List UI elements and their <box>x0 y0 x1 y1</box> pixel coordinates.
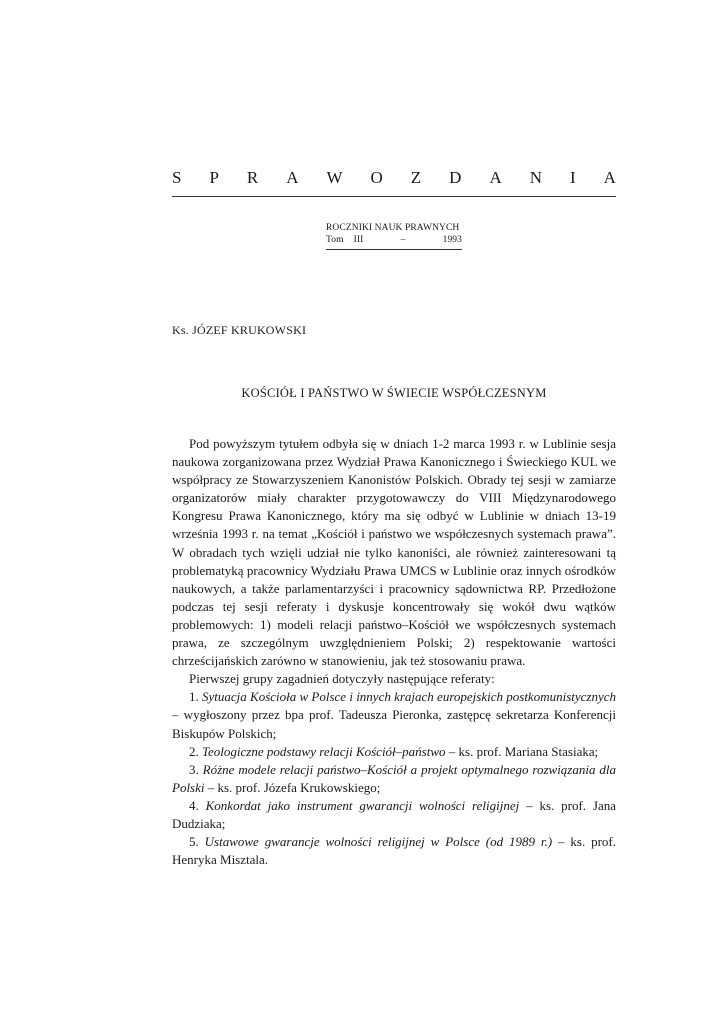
section-heading-letter: A <box>603 168 616 187</box>
reference-title: Ustawowe gwarancje wolności religijnej w Polsce (od 1989 r.) <box>204 834 553 850</box>
section-heading-letter: P <box>209 168 219 187</box>
section-divider <box>172 196 616 197</box>
reference-author: – ks. prof. Mariana Stasiaka; <box>445 743 599 759</box>
reference-title: Różne modele relacji państwo–Kościół a projekt optymalnego rozwiązania dla Polski <box>172 761 616 795</box>
reference-number: 5. <box>189 834 199 850</box>
reference-title: Konkordat jako instrument gwarancji wolności religijnej <box>205 797 520 813</box>
reference-author: – ks. prof. Jana Dudziaka; <box>172 797 617 831</box>
section-heading-letter: N <box>529 168 542 187</box>
reference-item <box>172 743 616 761</box>
section-heading-letter: W <box>326 168 343 187</box>
body-paragraph: Pod powyższym tytułem odbyła się w dniach 1-2 marca 1993 r. w Lublinie sesja naukowa zorganizowana przez Wydział Prawa Kanonicznego i Świeckiego KUL we współpracy ze Stowarzyszeniem Kanonistów Polskich. Obrady tej sesji w zamiarze organizatorów miały charakter przygotowawczy do VIII Międzynarodowego Kongresu Prawa Kanonicznego, który ma się odbyć w Lublinie w dniach 13-19 września 1993 r. na temat „Kościół i państwo we współczesnych systemach prawa”. W obradach tych wzięli udział nie tylko kanoniści, ale również zainteresowani tą problematyką pracownicy Wydziału Prawa UMCS w Lublinie oraz innych ośrodków naukowych, a także parlamentarzyści i pracownicy sądownictwa RP. Przedłożone podczas tej sesji referaty i dyskusje koncentrowały się wokół dwu wątków problemowych: 1) modeli relacji państwo–Kościół we współczesnych systemach prawa, ze szczególnym uwzględnieniem Polski; 2) respektowanie wartości chrześcijańskich zarówno w stanowieniu, jak też stosowaniu prawa. <box>172 436 616 669</box>
reference-number: 3. <box>189 761 199 777</box>
section-heading-letter: R <box>246 168 259 187</box>
journal-divider <box>326 249 462 250</box>
reference-number: 2. <box>189 743 199 759</box>
reference-title: Sytuacja Kościoła w Polsce i innych krajach europejskich postkomunistycznych <box>202 689 617 705</box>
reference-item <box>172 688 616 742</box>
reference-number: 1. <box>189 689 199 705</box>
article-body <box>172 435 616 869</box>
section-heading-letter: I <box>569 168 576 187</box>
section-heading-letter: O <box>370 168 383 187</box>
journal-volume-line <box>326 234 462 246</box>
volume-number: III <box>353 235 364 245</box>
volume-year: 1993 <box>442 235 462 245</box>
reference-item <box>172 833 616 869</box>
volume-label: Tom <box>326 235 344 245</box>
section-heading-letter: D <box>449 168 462 187</box>
reference-title: Teologiczne podstawy relacji Kościół–państwo <box>202 743 446 759</box>
article-title: KOŚCIÓŁ I PAŃSTWO W ŚWIECIE WSPÓŁCZESNYM <box>241 386 547 400</box>
article-author: Ks. JÓZEF KRUKOWSKI <box>172 323 307 337</box>
body-paragraph: Pierwszej grupy zagadnień dotyczyły następujące referaty: <box>189 671 495 687</box>
reference-item <box>172 761 616 797</box>
reference-author: – wygłoszony przez bpa prof. Tadeusza Pieronka, zastępcę sekretarza Konferencji Biskupów Polskich; <box>172 707 616 741</box>
reference-number: 4. <box>189 797 199 813</box>
reference-author: – ks. prof. Józefa Krukowskiego; <box>204 779 381 795</box>
volume-dash: – <box>400 235 406 245</box>
journal-info <box>326 222 462 250</box>
section-heading-letter: S <box>172 168 182 187</box>
section-heading-letter: A <box>286 168 299 187</box>
reference-item <box>172 797 616 833</box>
section-heading <box>172 168 616 196</box>
journal-name: ROCZNIKI NAUK PRAWNYCH <box>326 223 460 233</box>
section-heading-letter: Z <box>410 168 422 187</box>
reference-author: – ks. prof. Henryka Misztala. <box>172 834 617 868</box>
section-heading-letter: A <box>489 168 502 187</box>
